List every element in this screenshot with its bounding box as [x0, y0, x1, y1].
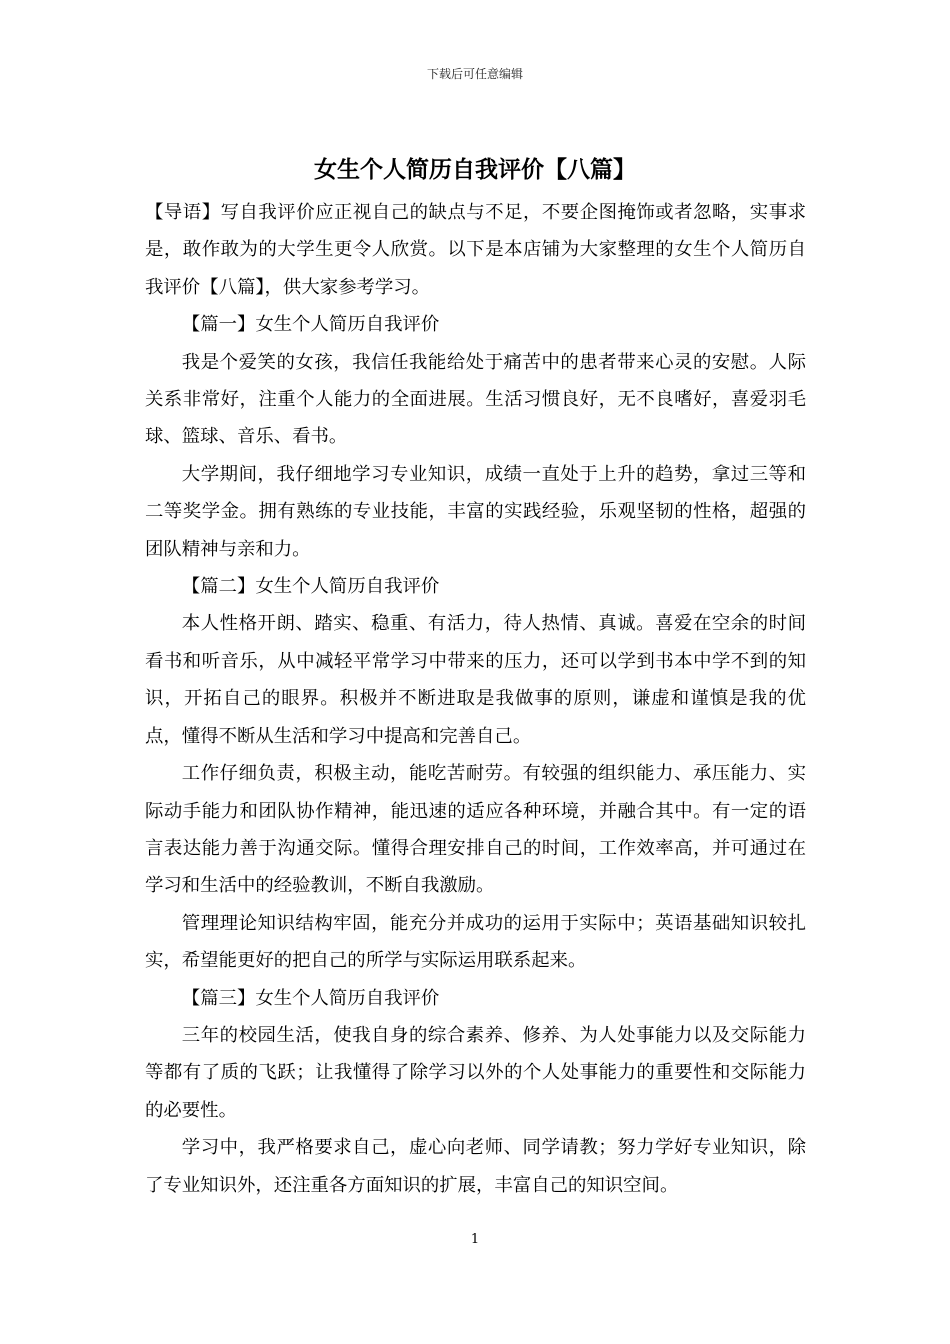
document-title: 女生个人简历自我评价【八篇】	[314, 156, 636, 183]
document-body	[145, 194, 806, 1204]
section-heading-3: 【篇三】女生个人简历自我评价	[181, 987, 440, 1009]
body-paragraph: 本人性格开朗、踏实、稳重、有活力，待人热情、真诚。喜爱在空余的时间看书和听音乐，从中减轻平常学习中带来的压力，还可以学到书本中学不到的知识，开拓自己的眼界。积极并不断进取是我做事的原则，谦虚和谨慎是我的优点，懂得不断从生活和学习中提高和完善自己。	[145, 613, 806, 747]
section-heading-2: 【篇二】女生个人简历自我评价	[181, 576, 440, 598]
section-heading-1: 【篇一】女生个人简历自我评价	[181, 314, 440, 336]
page-number: 1	[470, 1232, 480, 1247]
body-paragraph: 我是个爱笑的女孩，我信任我能给处于痛苦中的患者带来心灵的安慰。人际关系非常好，注重个人能力的全面进展。生活习惯良好，无不良嗜好，喜爱羽毛球、篮球、音乐、看书。	[145, 351, 806, 448]
body-paragraph: 工作仔细负责，积极主动，能吃苦耐劳。有较强的组织能力、承压能力、实际动手能力和团队协作精神，能迅速的适应各种环境，并融合其中。有一定的语言表达能力善于沟通交际。懂得合理安排自己的时间，工作效率高，并可通过在学习和生活中的经验教训，不断自我激励。	[145, 763, 806, 897]
body-paragraph: 管理理论知识结构牢固，能充分并成功的运用于实际中；英语基础知识较扎实，希望能更好的把自己的所学与实际运用联系起来。	[145, 912, 806, 972]
page-header-note: 下载后可任意编辑	[426, 67, 523, 81]
body-paragraph: 学习中，我严格要求自己，虚心向老师、同学请教；努力学好专业知识，除了专业知识外，还注重各方面知识的扩展，丰富自己的知识空间。	[145, 1137, 806, 1196]
body-paragraph: 三年的校园生活，使我自身的综合素养、修养、为人处事能力以及交际能力等都有了质的飞跃；让我懂得了除学习以外的个人处事能力的重要性和交际能力的必要性。	[145, 1024, 806, 1121]
body-paragraph: 大学期间，我仔细地学习专业知识，成绩一直处于上升的趋势，拿过三等和二等奖学金。拥有熟练的专业技能，丰富的实践经验，乐观坚韧的性格，超强的团队精神与亲和力。	[145, 463, 806, 560]
intro-paragraph: 【导语】写自我评价应正视自己的缺点与不足，不要企图掩饰或者忽略，实事求是，敢作敢为的大学生更令人欣赏。以下是本店铺为大家整理的女生个人简历自我评价【八篇】，供大家参考学习。	[145, 202, 806, 298]
